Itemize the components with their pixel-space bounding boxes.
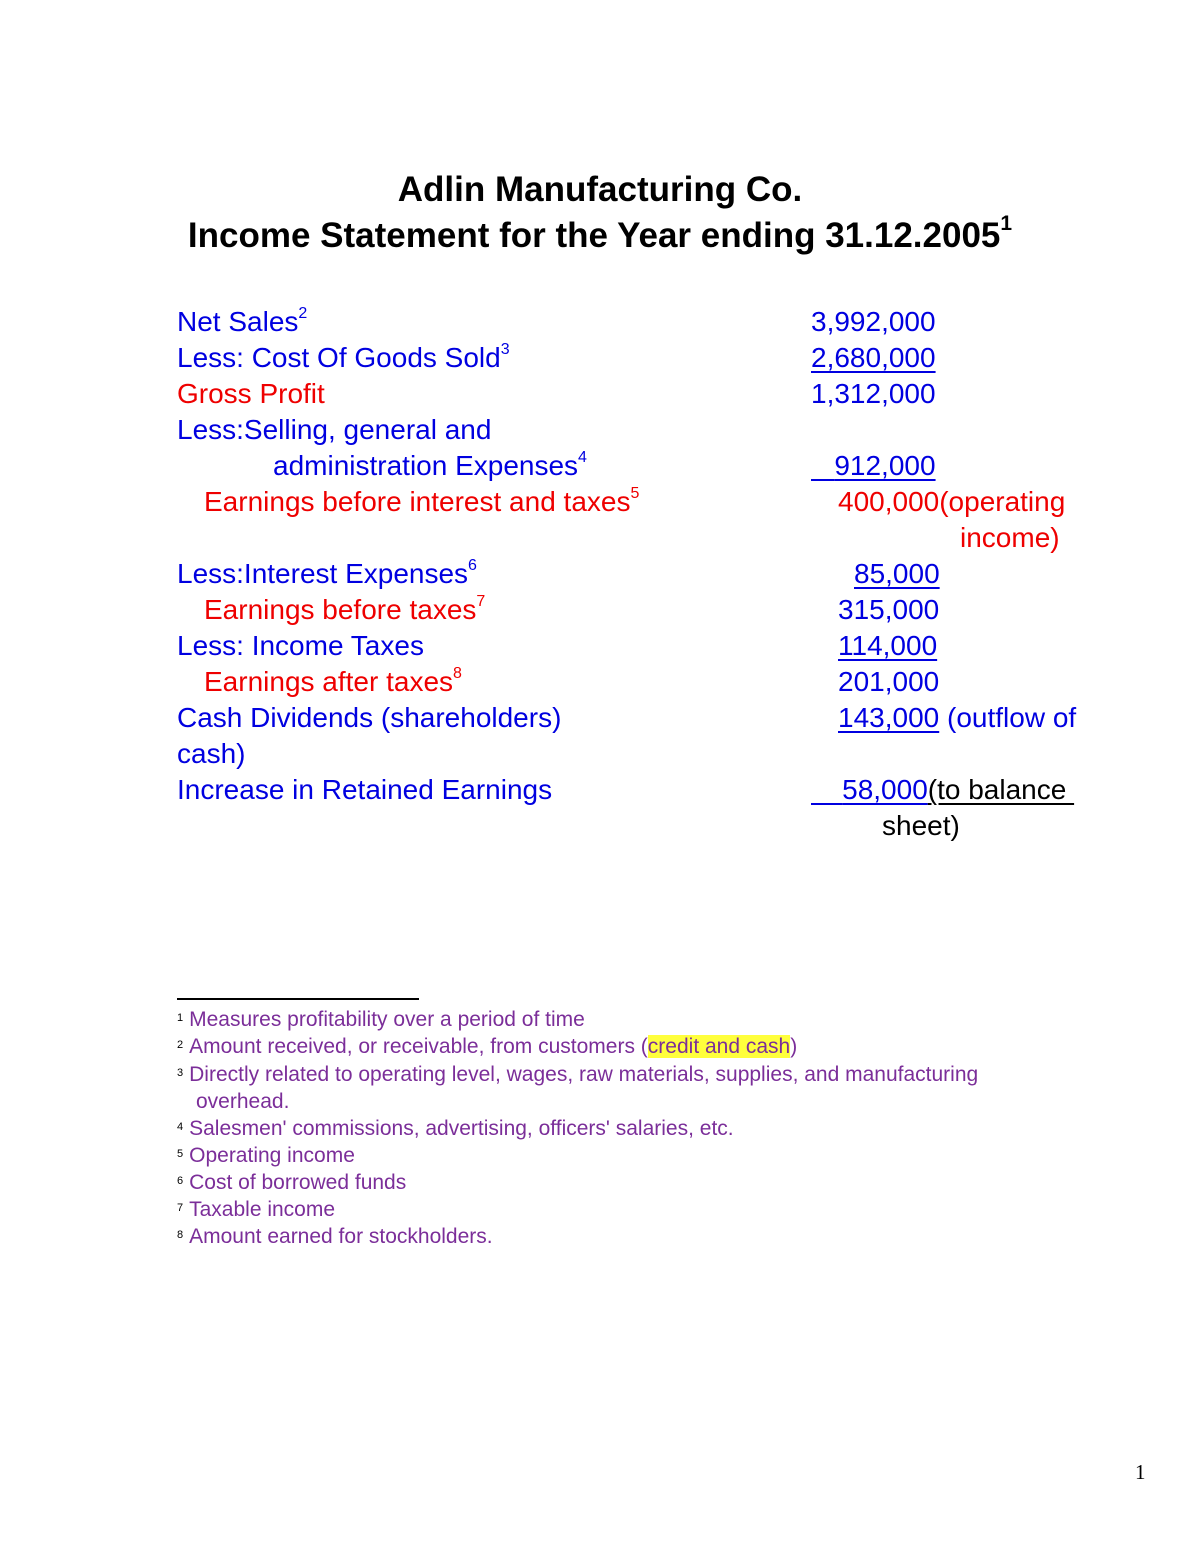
- dividends-value: 143,000 (outflow of: [838, 702, 1077, 733]
- footnote-7: $^7$ Taxable income: [177, 1198, 336, 1221]
- retained-earnings-value: 58,000(to balance: [842, 774, 1075, 805]
- footnote-1: $^1$ Measures profitability over a period of time: [177, 1008, 585, 1031]
- cogs-value: 2,680,000: [811, 342, 936, 373]
- sga-label-line2: administration Expenses$^4$: [273, 448, 587, 481]
- dividends-label-cont: cash): [177, 738, 246, 769]
- gross-profit-label: Gross Profit: [177, 378, 325, 409]
- sga-value: 912,000: [834, 450, 936, 481]
- ebit-label: Earnings before interest and taxes$^5$: [204, 484, 640, 517]
- footnote-separator: [177, 998, 419, 1000]
- gross-profit-value: 1,312,000: [811, 378, 936, 409]
- net-sales-value: 3,992,000: [811, 306, 936, 337]
- retained-earnings-comment: sheet): [882, 810, 960, 841]
- retained-earnings-label: Increase in Retained Earnings: [177, 774, 553, 805]
- ebit-value: 400,000(operating: [838, 486, 1066, 517]
- footnote-6: $^6$ Cost of borrowed funds: [177, 1171, 407, 1194]
- footnote-ref-1: 1: [1000, 212, 1013, 236]
- footnote-5: $^5$ Operating income: [177, 1144, 355, 1167]
- income-taxes-value: 114,000: [838, 630, 938, 661]
- footnote-2: $^2$ Amount received, or receivable, from customers (credit and cash): [177, 1035, 798, 1058]
- company-name: Adlin Manufacturing Co.: [397, 170, 803, 209]
- cogs-label: Less: Cost Of Goods Sold$^3$: [177, 340, 510, 373]
- highlighted-text: credit and cash: [647, 1035, 791, 1058]
- eat-label: Earnings after taxes$^8$: [204, 664, 462, 697]
- income-taxes-label: Less: Income Taxes: [177, 630, 424, 661]
- footnote-3-cont: overhead.: [196, 1090, 290, 1113]
- footnote-8: $^8$ Amount earned for stockholders.: [177, 1225, 493, 1248]
- ebt-label: Earnings before taxes$^7$: [204, 592, 486, 625]
- ebt-value: 315,000: [838, 594, 940, 625]
- statement-title: Income Statement for the Year ending 31.12.2005$^1$: [187, 212, 1013, 255]
- eat-value: 201,000: [838, 666, 940, 697]
- net-sales-label: Net Sales$^2$: [177, 304, 308, 337]
- footnote-4: $^4$ Salesmen' commissions, advertising, officers' salaries, etc.: [177, 1117, 734, 1140]
- interest-value: 85,000: [854, 558, 940, 589]
- interest-label: Less:Interest Expenses$^6$: [177, 556, 477, 589]
- ebit-comment: income): [960, 522, 1060, 553]
- footnote-3: $^3$ Directly related to operating level, wages, raw materials, supplies, and manufacturing: [177, 1063, 979, 1086]
- sga-label-line1: Less:Selling, general and: [177, 414, 492, 445]
- dividends-label: Cash Dividends (shareholders): [177, 702, 562, 733]
- page-number: 1: [1135, 1460, 1146, 1484]
